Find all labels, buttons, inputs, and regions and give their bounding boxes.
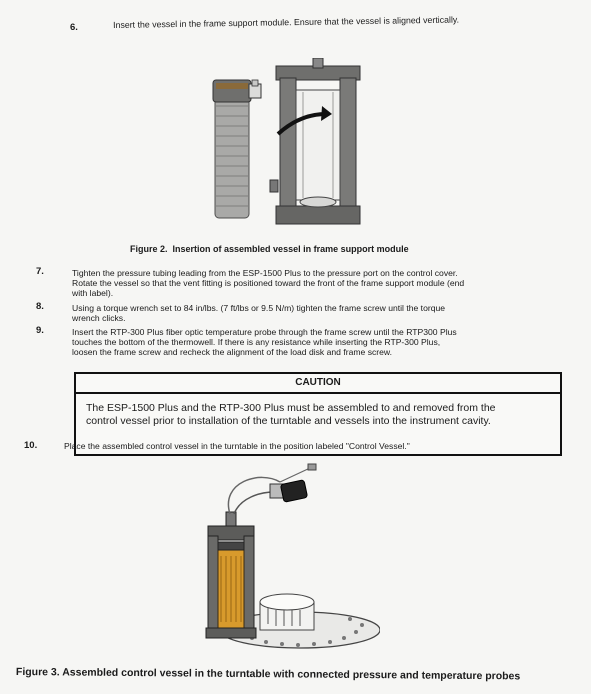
step-9-line-3: loosen the frame screw and recheck the alignment of the load disk and frame screw.	[72, 347, 393, 357]
frame-support-module	[270, 58, 360, 224]
vessel-drawing	[213, 80, 261, 218]
step-6-text: Insert the vessel in the frame support module. Ensure that the vessel is aligned vertically.	[113, 14, 460, 30]
step-9-line-1: Insert the RTP-300 Plus fiber optic temperature probe through the frame screw until the RTP300 Plus	[72, 327, 457, 337]
step-6-number: 6.	[70, 22, 78, 33]
step-7-line-3: with label).	[72, 288, 114, 298]
step-8-line-1: Using a torque wrench set to 84 in/lbs. (7 ft/lbs or 9.5 N/m) tighten the frame screw until the torque	[72, 303, 446, 313]
caution-body	[76, 394, 560, 428]
figure-3-illustration	[190, 462, 380, 662]
step-7-line-1: Tighten the pressure tubing leading from the ESP-1500 Plus to the pressure port on the control cover.	[72, 268, 458, 278]
step-8-number: 8.	[36, 301, 44, 312]
pressure-connector	[280, 480, 307, 503]
caution-line-2: control vessel prior to installation of the turntable and vessels into the instrument cavity.	[86, 415, 491, 427]
step-10-number: 10.	[24, 440, 38, 451]
step-10-text: Place the assembled control vessel in the turntable in the position labeled "Control Vessel."	[64, 441, 410, 451]
step-7-line-2: Rotate the vessel so that the vent fitting is positioned toward the front of the frame support module (end	[72, 278, 465, 288]
step-8-line-2: wrench clicks.	[72, 313, 126, 323]
figure-2-illustration	[200, 58, 370, 230]
step-9-line-2: touches the bottom of the thermowell. If there is any resistance while inserting the RTP-300 Plus,	[72, 337, 441, 347]
pressure-tubing	[234, 492, 274, 514]
step-9-number: 9.	[36, 325, 44, 336]
figure-2-title: Insertion of assembled vessel in frame support module	[172, 244, 409, 254]
figure-2-label: Figure 2.	[130, 244, 168, 254]
caution-heading: CAUTION	[76, 374, 560, 394]
caution-line-1: The ESP-1500 Plus and the RTP-300 Plus must be assembled to and removed from the	[86, 402, 496, 414]
step-7-number: 7.	[36, 266, 44, 277]
figure-3-caption: Figure 3. Assembled control vessel in the turntable with connected pressure and temperature probes	[15, 666, 521, 683]
figure-2-caption	[130, 244, 409, 254]
